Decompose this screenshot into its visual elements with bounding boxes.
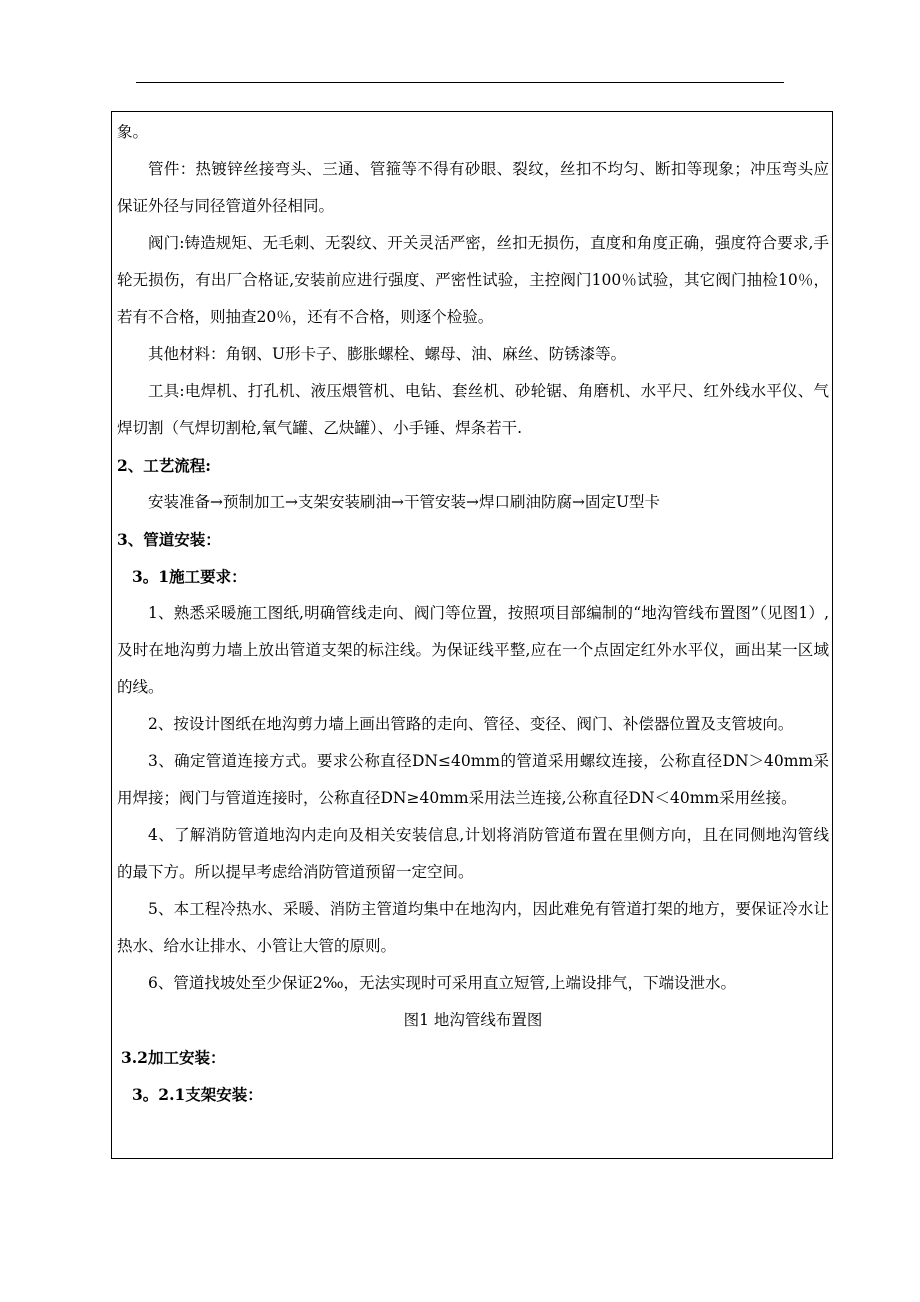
paragraph-fittings: 管件：热镀锌丝接弯头、三通、管箍等不得有砂眼、裂纹，丝扣不均匀、断扣等现象；冲压弯头应保证外径与同径管道外径相同。 <box>117 160 829 215</box>
paragraph-other-materials: 其他材料：角钢、U形卡子、膨胀螺栓、螺母、油、麻丝、防锈漆等。 <box>148 345 627 363</box>
figure-caption: 图1 地沟管线布置图 <box>403 1011 543 1029</box>
heading-construction-requirements: 3。1施工要求： <box>132 567 247 586</box>
document-body <box>117 114 829 1113</box>
requirement-item-6: 6、管道找坡处至少保证2‰，无法实现时可采用直立短管,上端设排气，下端设泄水。 <box>148 974 736 992</box>
paragraph-valves: 阀门:铸造规矩、无毛刺、无裂纹、开关灵活严密，丝扣无损伤，直度和角度正确，强度符合要求,手轮无损伤，有出厂合格证,安装前应进行强度、严密性试验，主控阀门100％试验，其它阀门抽检10％，若有不合格，则抽查20％，还有不合格，则逐个检验。 <box>117 234 829 326</box>
heading-process-flow: 2、工艺流程: <box>117 456 212 475</box>
requirement-item-1: 1、熟悉采暖施工图纸,明确管线走向、阀门等位置，按照项目部编制的“地沟管线布置图”（见图1）,及时在地沟剪力墙上放出管道支架的标注线。为保证线平整,应在一个点固定红外水平仪，画出某一区域的线。 <box>117 604 829 696</box>
requirement-item-3: 3、确定管道连接方式。要求公称直径DN≤40mm的管道采用螺纹连接，公称直径DN＞40mm采用焊接；阀门与管道连接时，公称直径DN≥40mm采用法兰连接,公称直径DN＜40mm采用丝接。 <box>117 752 829 807</box>
requirement-item-2: 2、按设计图纸在地沟剪力墙上画出管路的走向、管径、变径、阀门、补偿器位置及支管坡向。 <box>148 715 794 733</box>
requirement-item-5: 5、本工程冷热水、采暖、消防主管道均集中在地沟内，因此难免有管道打架的地方，要保证冷水让热水、给水让排水、小管让大管的原则。 <box>117 900 829 955</box>
heading-pipe-installation: 3、管道安装： <box>117 530 221 549</box>
heading-fabrication-installation: 3.2加工安装： <box>121 1048 226 1067</box>
paragraph-tools: 工具:电焊机、打孔机、液压煨管机、电钻、套丝机、砂轮锯、角磨机、水平尺、红外线水平仪、气焊切割（气焊切割枪,氧气罐、乙炔罐）、小手锤、焊条若干. <box>117 382 829 437</box>
requirement-item-4: 4、了解消防管道地沟内走向及相关安装信息,计划将消防管道布置在里侧方向，且在同侧地沟管线的最下方。所以提早考虑给消防管道预留一定空间。 <box>117 826 829 881</box>
paragraph-continuation: 象。 <box>117 123 149 141</box>
heading-support-installation: 3。2.1支架安装： <box>132 1085 263 1104</box>
content-frame <box>111 111 833 1159</box>
header-rule <box>136 82 784 83</box>
paragraph-process-flow: 安装准备→预制加工→支架安装刷油→干管安装→焊口刷油防腐→固定U型卡 <box>148 493 661 511</box>
